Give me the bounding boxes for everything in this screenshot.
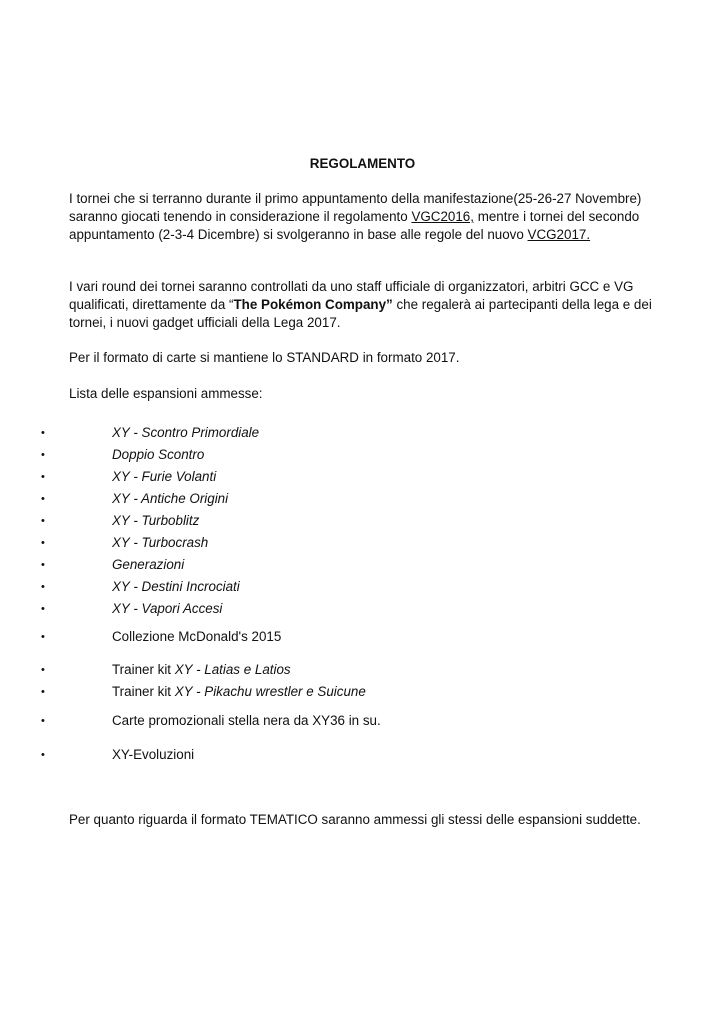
list-item-text: Trainer kit XY - Pikachu wrestler e Suicune — [112, 684, 366, 699]
list-item — [0, 424, 725, 442]
list-item — [0, 534, 725, 552]
bullet-icon: • — [41, 515, 45, 527]
list-item-text: XY - Furie Volanti — [112, 469, 217, 484]
paragraph-list-intro: Lista delle espansioni ammesse: — [69, 386, 263, 401]
list-item-text: XY - Scontro Primordiale — [112, 425, 260, 440]
list-item — [0, 446, 725, 464]
list-item-text: XY - Turboblitz — [112, 513, 200, 528]
list-item-text: XY - Antiche Origini — [112, 491, 229, 506]
list-item-text: Doppio Scontro — [112, 447, 205, 462]
paragraph-staff-text-1: I vari round dei tornei saranno controllati da uno staff ufficiale di organizzatori, arbitri GCC e VG qualificati, direttamente da “ — [69, 279, 634, 312]
list-item-text: XY - Turbocrash — [112, 535, 209, 550]
vgc2016-reference: VGC2016, — [411, 209, 474, 224]
list-item — [0, 490, 725, 508]
bullet-icon: • — [41, 603, 45, 615]
list-item-text: XY - Vapori Accesi — [112, 601, 223, 616]
paragraph-staff-text-2: che regalerà ai partecipanti della lega e dei tornei, i nuovi gadget ufficiali della Lega 2017. — [69, 297, 652, 330]
list-item — [0, 556, 725, 574]
list-item — [0, 683, 725, 701]
list-item-text: Carte promozionali stella nera da XY36 in su. — [112, 713, 381, 728]
bullet-icon: • — [41, 664, 45, 676]
bullet-icon: • — [41, 493, 45, 505]
bullet-icon: • — [41, 686, 45, 698]
list-item-text: XY - Destini Incrociati — [112, 579, 240, 594]
list-item — [0, 746, 725, 764]
paragraph-thematic: Per quanto riguarda il formato TEMATICO saranno ammessi gli stessi delle espansioni suddette. — [69, 812, 641, 827]
bullet-icon: • — [41, 427, 45, 439]
bullet-icon: • — [41, 449, 45, 461]
list-item-text: Trainer kit XY - Latias e Latios — [112, 662, 291, 677]
list-item-text: XY-Evoluzioni — [112, 747, 195, 762]
paragraph-format: Per il formato di carte si mantiene lo STANDARD in formato 2017. — [69, 350, 460, 365]
list-item — [0, 578, 725, 596]
bullet-icon: • — [41, 537, 45, 549]
pokemon-company-name: The Pokémon Company” — [233, 297, 393, 312]
list-item — [0, 512, 725, 530]
list-item-text: Collezione McDonald's 2015 — [112, 629, 282, 644]
paragraph-schedule-text-1: I tornei che si terranno durante il primo appuntamento della manifestazione(25-26-27 Novembre) saranno giocati tenendo in considerazione il regolamento — [69, 191, 642, 224]
list-item — [0, 628, 725, 646]
paragraph-staff — [69, 278, 659, 332]
list-item — [0, 712, 725, 730]
list-item — [0, 468, 725, 486]
vcg2017-reference: VCG2017. — [527, 227, 591, 242]
list-item-text: Generazioni — [112, 557, 185, 572]
bullet-icon: • — [41, 749, 45, 761]
paragraph-schedule-text-2: mentre i tornei del secondo appuntamento (2-3-4 Dicembre) si svolgeranno in base alle regole del nuovo — [69, 209, 640, 242]
list-item — [0, 600, 725, 618]
bullet-icon: • — [41, 715, 45, 727]
paragraph-schedule — [69, 190, 659, 244]
bullet-icon: • — [41, 631, 45, 643]
bullet-icon: • — [41, 581, 45, 593]
bullet-icon: • — [41, 471, 45, 483]
list-item — [0, 661, 725, 679]
bullet-icon: • — [41, 559, 45, 571]
document-title: REGOLAMENTO — [309, 156, 416, 171]
